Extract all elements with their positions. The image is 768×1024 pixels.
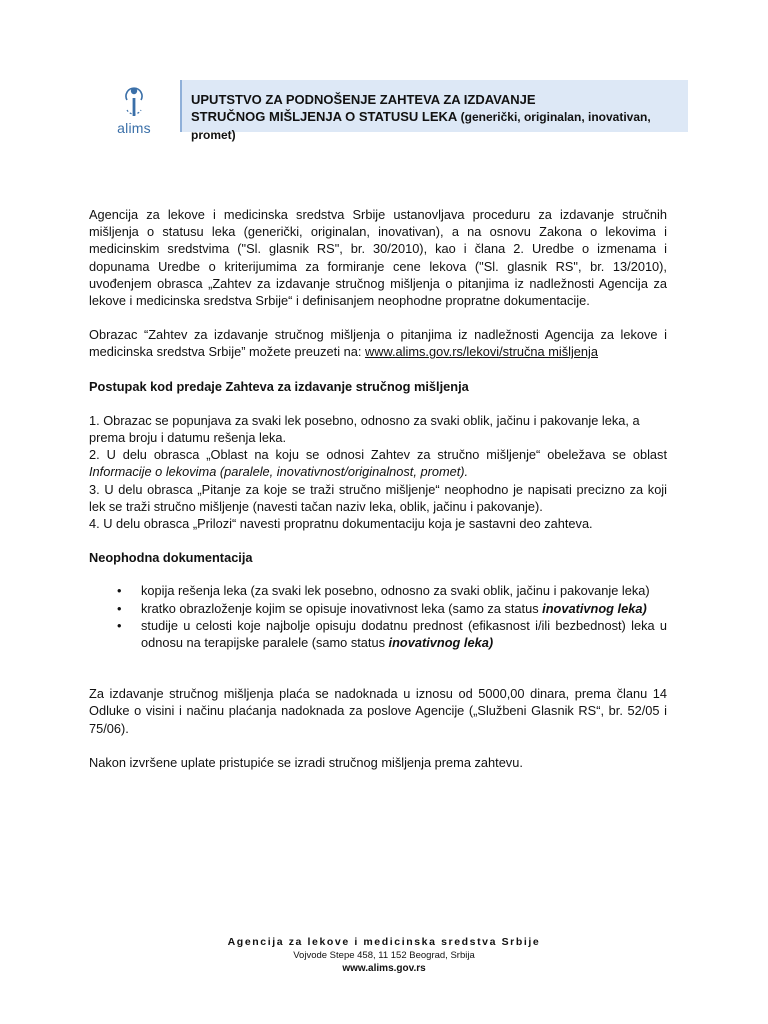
form-download-link[interactable]: www.alims.gov.rs/lekovi/stručna mišljenja [364,344,598,360]
documentation-list [89,582,667,651]
fee-paragraph: Za izdavanje stručnog mišljenja plaća se nadoknada u iznosu od 5000,00 dinara, prema članu 14 Odluke o visini i načinu plaćanja nadoknada za poslove Agencije („Službeni Glasnik RS“, br. 52/05 i 75/06). [89,686,667,736]
documentation-item [117,617,667,651]
document-header [180,80,688,142]
footer-website-link[interactable]: www.alims.gov.rs [342,963,426,974]
form-paragraph-text: Obrazac “Zahtev za izdavanje stručnog mišljenja o pitanjima iz nadležnosti Agencija za lekove i medicinska sredstva Srbije” možete preuzeti na: [89,327,667,360]
documentation-heading: Neophodna dokumentacija [89,550,253,566]
procedure-heading: Postupak kod predaje Zahteva za izdavanje stručnog mišljenja [89,378,469,394]
form-paragraph [89,326,667,360]
bullet-icon: • [117,600,122,616]
header-line-2 [191,108,680,144]
procedure-step-2-italic: Informacije o lekovima (paralele, inovativnost/originalnost, promet). [89,464,469,480]
procedure-step-2-text: 2. U delu obrasca „Oblast na koju se odnosi Zahtev za stručno mišljenje“ obeležava se oblast [89,447,667,463]
intro-paragraph: Agencija za lekove i medicinska sredstva Srbije ustanovljava proceduru za izdavanje stručnih mišljenja o statusu leka (generički, originalan, inovativan), a na osnovu Zakona o lekovima i medicinskim sredstvima ("Sl. glasnik RS", br. 30/2010), kao i člana 2. Uredbe o izmenama i dopunama Uredbe o kriterijumima za formiranje cene lekova ("Sl. glasnik RS", br. 13/2010), uvođenjem obrasca „Zahtev za izdavanje stručnog mišljenja o pitanjima iz nadležnosti Agencija za lekove i medicinska sredstva Srbije“ i definisanjem neophodne propratne dokumentacije. [89,207,667,309]
documentation-item [117,582,667,599]
bullet-icon: • [117,583,122,599]
procedure-step-1: 1. Obrazac se popunjava za svaki lek posebno, odnosno za svaki oblik, jačinu i pakovanje leka, a prema broju i datumu rešenja leka. [89,412,640,446]
header-line-2-sub: (generički, originalan, inovativan, promet) [191,110,651,142]
closing-paragraph: Nakon izvršene uplate pristupiće se izradi stručnog mišljenja prema zahtevu. [89,754,523,770]
documentation-item [117,600,667,617]
header-line-2-bold: STRUČNOG MIŠLJENJA O STATUSU LEKA [191,109,458,124]
header-line-1: UPUTSTVO ZA PODNOŠENJE ZAHTEVA ZA IZDAVANJE [191,92,536,107]
footer-address: Vojvode Stepe 458, 11 152 Beograd, Srbija [293,950,475,961]
documentation-item-text: kopija rešenja leka (za svaki lek posebno, odnosno za svaki oblik, jačinu i pakovanje leka) [141,583,650,599]
procedure-step-2 [89,446,667,480]
bullet-icon: • [117,617,122,633]
documentation-item-text: studije u celosti koje najbolje opisuju dodatnu prednost (efikasnost i/ili bezbednost) leka u odnosu na terapijske paralele (samo status [141,617,667,651]
alims-logo [112,86,156,136]
logo-text: alims [117,120,151,136]
alims-logo-icon [121,86,147,122]
page-footer [0,936,768,974]
footer-organization: Agencija za lekove i medicinska sredstva Srbije [227,936,541,948]
document-body [89,206,667,771]
documentation-item-text: kratko obrazloženje kojim se opisuje inovativnost leka (samo za status [141,600,543,616]
documentation-item-emphasis: inovativnog leka) [542,600,647,616]
procedure-step-4: 4. U delu obrasca „Prilozi“ navesti propratnu dokumentaciju koja je sastavni deo zahteva. [89,516,593,532]
procedure-step-3: 3. U delu obrasca „Pitanje za koje se traži stručno mišljenje“ neophodno je napisati precizno za koji lek se traži stručno mišljenje (navesti tačan naziv leka, oblik, jačinu i pakovanje). [89,481,667,514]
documentation-item-emphasis: inovativnog leka) [388,635,494,651]
